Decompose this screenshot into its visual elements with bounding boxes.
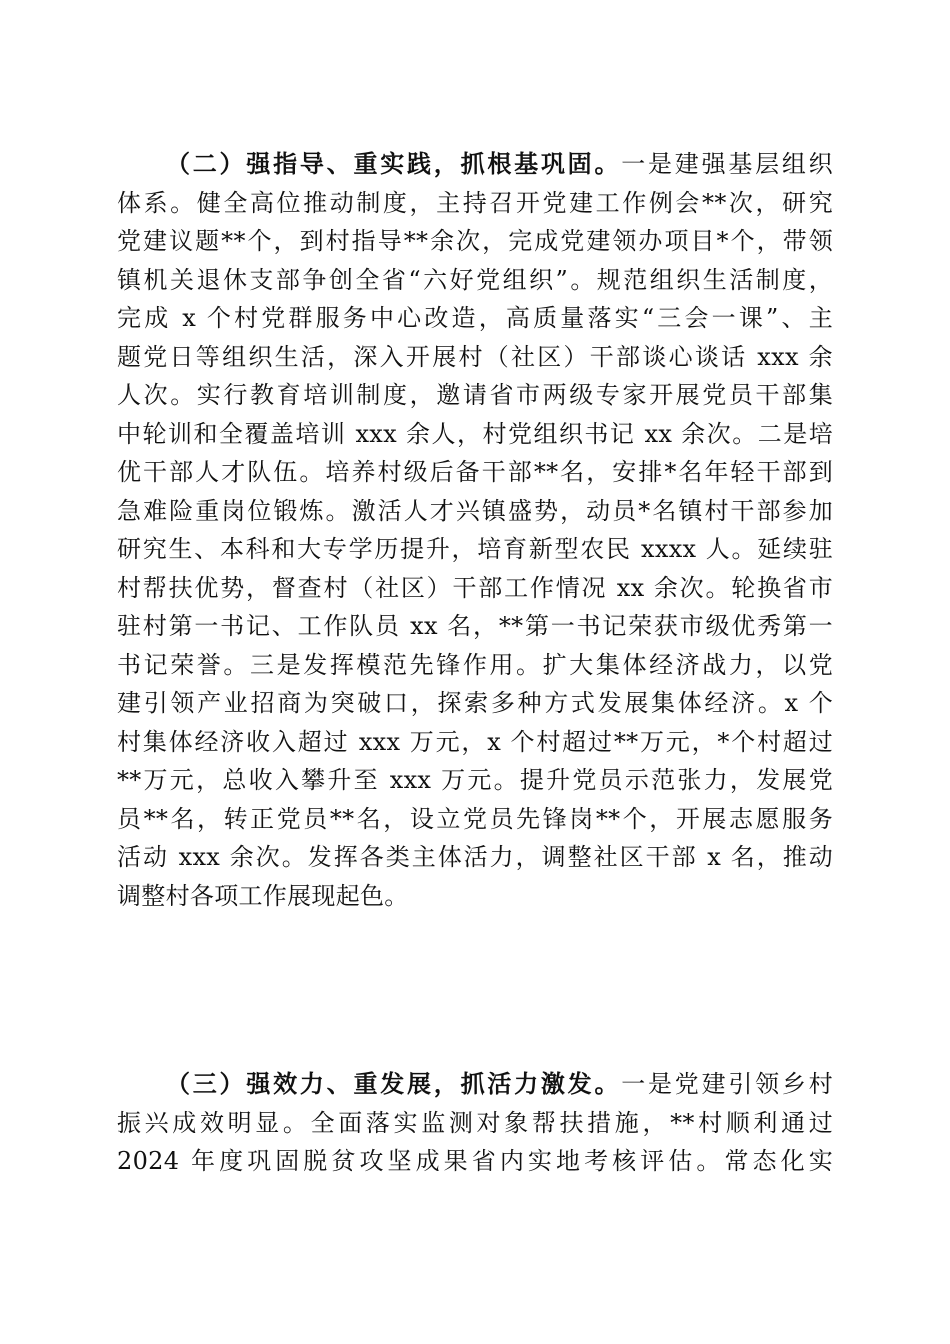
text-line: 题党日等组织生活，深入开展村（社区）干部谈心谈话 xxx 余 (117, 342, 833, 371)
text-line: 活动 xxx 余次。发挥各类主体活力，调整社区干部 x 名，推动 (117, 843, 833, 871)
paragraph-strengthen-effectiveness (117, 1065, 833, 1181)
text-line: 急难险重岗位锻炼。激活人才兴镇盛势，动员*名镇村干部参加 (117, 496, 833, 525)
text-line: 村集体经济收入超过 xxx 万元，x 个村超过**万元，*个村超过 (117, 727, 833, 756)
text-line: 调整村各项工作展现起色。 (117, 881, 409, 910)
text-line: 党建议题**个，到村指导**余次，完成党建领办项目*个，带领 (117, 227, 833, 255)
text-line: 研究生、本科和大专学历提升，培育新型农民 xxxx 人。延续驻 (117, 535, 833, 563)
section-heading: （三）强效力、重发展，抓活力激发。 (166, 1069, 622, 1098)
text-line: 建引领产业招商为突破口，探索多种方式发展集体经济。x 个 (117, 689, 833, 717)
text-line: **万元，总收入攀升至 xxx 万元。提升党员示范张力，发展党 (117, 766, 833, 794)
text-line: 一是建强基层组织 (621, 150, 833, 178)
text-line: 体系。健全高位推动制度，主持召开党建工作例会**次，研究 (117, 188, 833, 217)
text-line: 2024 年度巩固脱贫攻坚成果省内实地考核评估。常态化实 (117, 1147, 833, 1175)
text-line: 村帮扶优势，督查村（社区）干部工作情况 xx 余次。轮换省市 (117, 573, 833, 602)
text-line: 镇机关退休支部争创全省“六好党组织”。规范组织生活制度， (117, 265, 833, 294)
text-line: 人次。实行教育培训制度，邀请省市两级专家开展党员干部集 (117, 381, 833, 409)
paragraph-first-line (117, 1065, 833, 1104)
paragraph-first-line (117, 145, 833, 184)
text-line: 书记荣誉。三是发挥模范先锋作用。扩大集体经济战力，以党 (117, 650, 833, 679)
text-line: 一是党建引领乡村 (621, 1070, 833, 1098)
paragraph-strengthen-guidance (117, 145, 833, 915)
text-line: 振兴成效明显。全面落实监测对象帮扶措施，**村顺利通过 (117, 1108, 833, 1137)
text-line: 中轮训和全覆盖培训 xxx 余人，村党组织书记 xx 余次。二是培 (117, 419, 833, 448)
text-line: 完成 x 个村党群服务中心改造，高质量落实“三会一课”、主 (117, 304, 833, 332)
text-line: 驻村第一书记、工作队员 xx 名，**第一书记荣获市级优秀第一 (117, 612, 833, 640)
section-heading: （二）强指导、重实践，抓根基巩固。 (166, 149, 622, 178)
text-line: 员**名，转正党员**名，设立党员先锋岗**个，开展志愿服务 (117, 804, 833, 833)
text-line: 优干部人才队伍。培养村级后备干部**名，安排*名年轻干部到 (117, 458, 833, 486)
